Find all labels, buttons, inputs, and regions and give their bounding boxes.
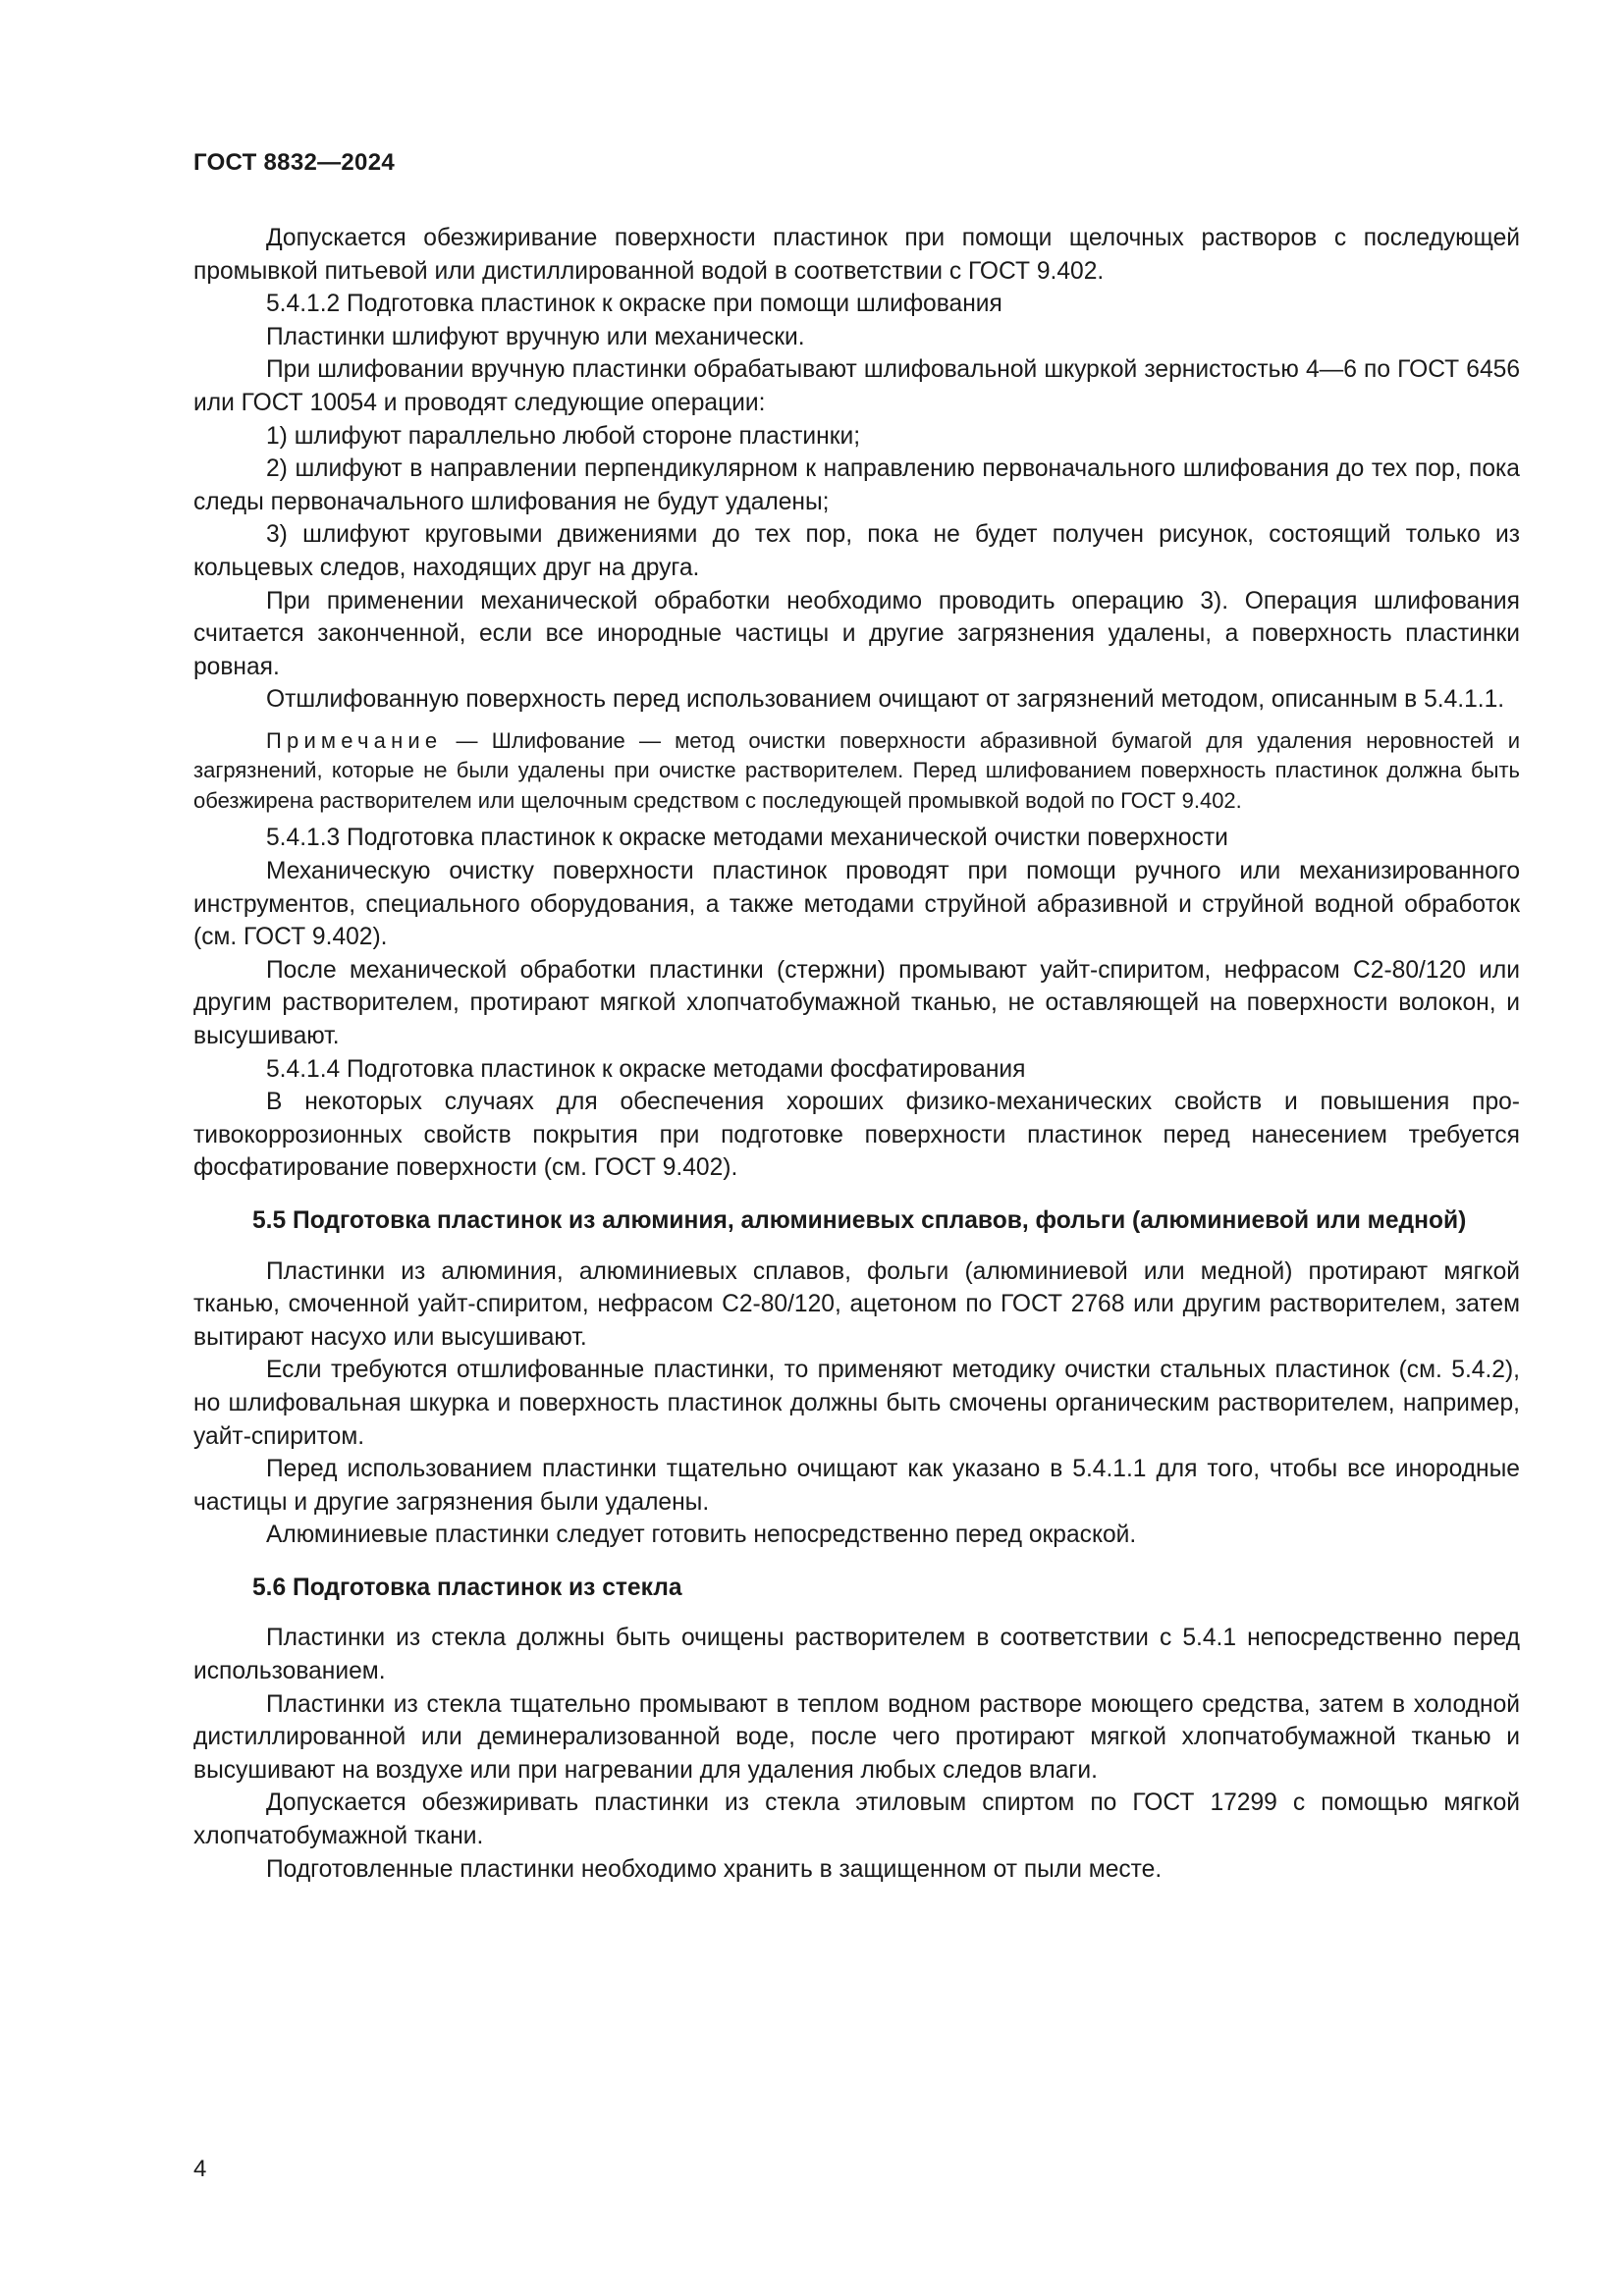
section-heading: 5.6 Подготовка пластинок из стекла — [252, 1574, 682, 1601]
body-paragraph: При применении механической обработки необходимо проводить операцию 3). Операция шлифования считается законченной, если все инородные частицы и другие загрязнения удалены, а поверхность пластинки ровная. — [193, 587, 1520, 680]
document-header: ГОСТ 8832—2024 — [193, 149, 396, 176]
body-paragraph: При шлифовании вручную пластинки обрабатывают шлифовальной шкуркой зернистостью 4—6 по ГОСТ 6456 или ГОСТ 10054 и проводят следующие операции: — [193, 356, 1520, 416]
body-paragraph: Пластинки из стекла должны быть очищены растворителем в соответствии с 5.4.1 непосредственно перед использованием. — [193, 1625, 1520, 1685]
body-paragraph: 5.4.1.2 Подготовка пластинок к окраске при помощи шлифования — [266, 291, 1002, 318]
body-paragraph: Подготовленные пластинки необходимо хранить в защищенном от пыли месте. — [266, 1855, 1163, 1883]
note-paragraph — [193, 726, 1520, 817]
body-paragraph: Перед использованием пластинки тщательно очищают как указано в 5.4.1.1 для того, чтобы все инородные частицы и другие загрязнения были удалены. — [193, 1456, 1520, 1516]
section-heading: 5.5 Подготовка пластинок из алюминия, алюминиевых сплавов, фольги (алюминиевой или медной) — [252, 1206, 1467, 1234]
body-paragraph: Механическую очистку поверхности пластинок проводят при помощи ручного или механизированного инструментов, специального оборудования, а также методами струйной абразивной и струйной водной обработок (см. ГОСТ 9.402). — [193, 858, 1520, 951]
body-paragraph: 3) шлифуют круговыми движениями до тех пор, пока не будет получен рисунок, состоящий только из кольцевых следов, находящих друг на друга. — [193, 521, 1520, 581]
body-paragraph: Допускается обезжиривать пластинки из стекла этиловым спиртом по ГОСТ 17299 с помощью мягкой хлопчатобумажной ткани. — [193, 1789, 1520, 1850]
document-body — [193, 222, 1520, 1886]
body-paragraph: Пластинки шлифуют вручную или механически. — [266, 323, 805, 350]
body-paragraph: Если требуются отшлифованные пластинки, то применяют методику очистки стальных пластинок (см. 5.4.2), но шлифовальная шкурка и поверхность пластинок должны быть смочены органическим растворителем, например, уайт-спиритом. — [193, 1357, 1520, 1450]
note-text: — Шлифование — метод очистки поверхности абразивной бумагой для удаления неровностей и загрязнений, которые не были удалены при очистке растворителем. Перед шлифованием поверхность пластинок должна быть обезжирена растворителем или щелочным средством с последующей промывкой водой по ГОСТ 9.402. — [193, 727, 1520, 813]
body-paragraph: 5.4.1.3 Подготовка пластинок к окраске методами механической очистки поверхности — [266, 825, 1228, 852]
body-paragraph: 2) шлифуют в направлении перпендикулярном к направлению первоначального шлифования до тех пор, пока следы первоначального шлифования не будут удалены; — [193, 455, 1520, 515]
body-paragraph: Пластинки из алюминия, алюминиевых сплавов, фольги (алюминиевой или медной) протирают мягкой тканью, смоченной уайт-спиритом, нефрасом С2-80/120, ацетоном по ГОСТ 2768 или другим растворителем, затем вытирают насухо или высушивают. — [193, 1257, 1520, 1351]
body-paragraph: Отшлифованную поверхность перед использованием очищают от загрязнений методом, описанным в 5.4.1.1. — [266, 686, 1505, 714]
body-paragraph: 1) шлифуют параллельно любой стороне пластинки; — [266, 422, 861, 450]
body-paragraph: После механической обработки пластинки (стержни) промывают уайт-спиритом, нефрасом С2-80/120 или другим растворителем, протирают мягкой хлопчатобумажной тканью, не оставляющей на поверхности волокон, и высушивают. — [193, 956, 1520, 1049]
body-paragraph: В некоторых случаях для обеспечения хороших физико-механических свойств и повышения противокоррозионных свойств покрытия при подготовке поверхности пластинок перед нанесением требуется фосфатирование поверхности (см. ГОСТ 9.402). — [193, 1089, 1520, 1182]
body-paragraph: Пластинки из стекла тщательно промывают в теплом водном растворе моющего средства, затем в холодной дистиллированной или деминерализованной воде, после чего протирают мягкой хлопчатобумажной тканью и высушивают на воздухе или при нагревании для удаления любых следов влаги. — [193, 1690, 1520, 1784]
note-label: Примечание — [266, 727, 443, 753]
body-paragraph: Алюминиевые пластинки следует готовить непосредственно перед окраской. — [266, 1522, 1137, 1549]
body-paragraph: 5.4.1.4 Подготовка пластинок к окраске методами фосфатирования — [266, 1055, 1026, 1083]
page-number: 4 — [193, 2156, 207, 2182]
body-paragraph: Допускается обезжиривание поверхности пластинок при помощи щелочных растворов с последующей промывкой питьевой или дистиллированной водой в соответствии с ГОСТ 9.402. — [193, 225, 1520, 285]
